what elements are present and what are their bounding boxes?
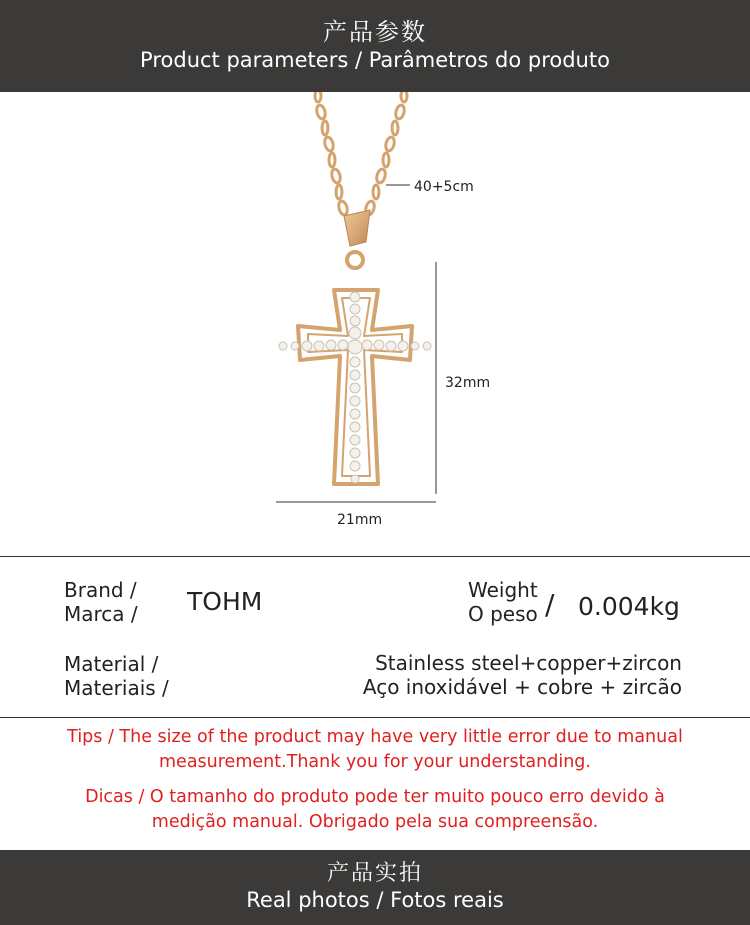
tip-pt-line2: medição manual. Obrigado pela sua compreensão. — [151, 812, 599, 832]
zircon-stones — [279, 292, 431, 483]
pendant-width-label: 21mm — [337, 512, 383, 528]
brand-label-pt: Marca / — [64, 602, 138, 626]
params-top-divider — [0, 556, 750, 557]
product-figure — [0, 92, 750, 554]
header-banner — [0, 0, 750, 92]
material-value-en: Stainless steel+copper+zircon — [375, 651, 682, 675]
material-value-pt: Aço inoxidável + cobre + zircão — [362, 675, 682, 699]
pendant-height-label: 32mm — [445, 375, 491, 391]
tip-en-line1: Tips / The size of the product may have very little error due to manual — [67, 727, 683, 747]
material-label-pt: Materiais / — [64, 676, 169, 700]
header-title-cn: 产品参数 — [323, 18, 427, 46]
weight-separator: / — [545, 588, 555, 621]
tip-pt-line1: Dicas / O tamanho do produto pode ter muito pouco erro devido à — [85, 787, 665, 807]
header-title-en: Product parameters / Parâmetros do produto — [140, 48, 610, 72]
weight-label-pt: O peso — [468, 602, 538, 626]
pendant-bail — [344, 210, 370, 268]
params-bottom-divider — [0, 717, 750, 718]
footer-banner — [0, 850, 750, 925]
tip-en-line2: measurement.Thank you for your understanding. — [159, 752, 591, 772]
weight-label-en: Weight — [468, 578, 538, 602]
brand-label-en: Brand / — [64, 578, 137, 602]
chain-length-label: 40+5cm — [414, 179, 474, 195]
footer-title-cn: 产品实拍 — [326, 861, 423, 886]
brand-value: TOHM — [187, 587, 263, 616]
weight-value: 0.004kg — [578, 592, 680, 621]
material-label-en: Material / — [64, 652, 159, 676]
footer-title-en: Real photos / Fotos reais — [246, 888, 504, 912]
chain — [315, 92, 407, 216]
